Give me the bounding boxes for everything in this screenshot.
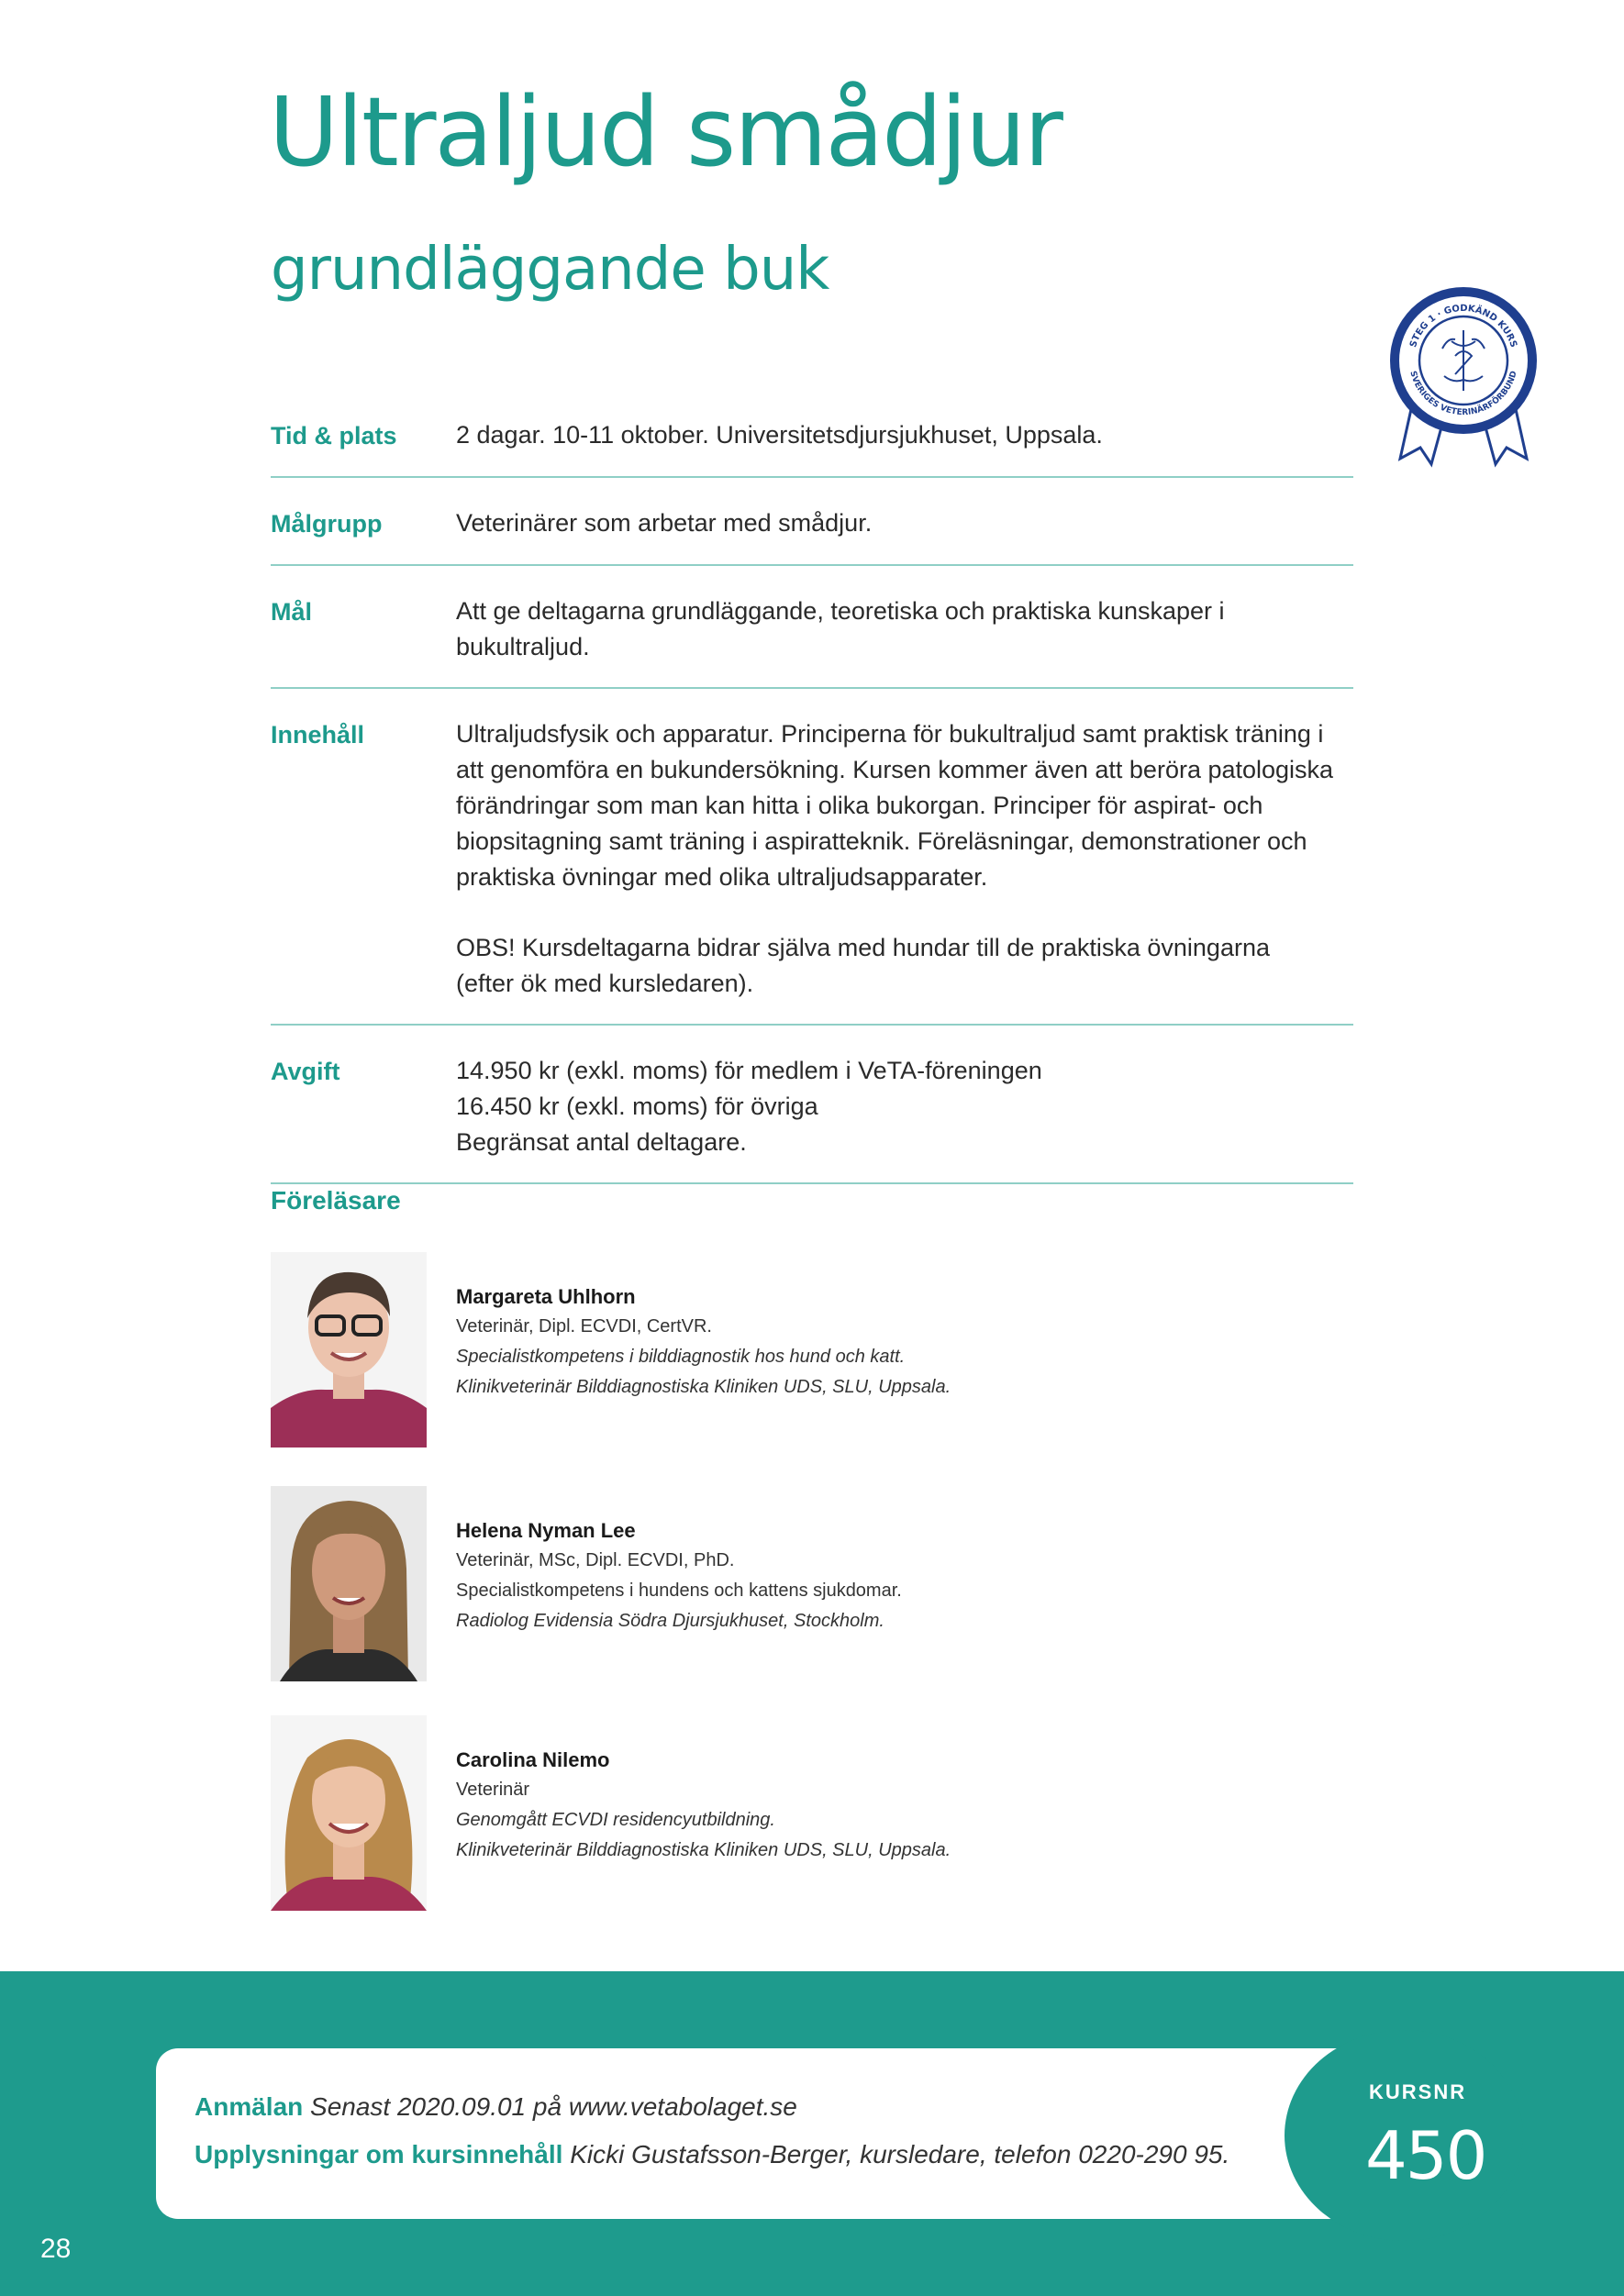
- course-info: [271, 417, 1353, 1212]
- lecturer-details: [456, 1282, 951, 1403]
- lecturer-photo: [271, 1252, 427, 1447]
- lecturer-photo: [271, 1486, 427, 1681]
- info-line: förändringar som man kan hitta i olika bukorgan. Principer för aspirat- och: [456, 792, 1263, 819]
- info-line: praktiska övningar med olika ultraljudsapparater.: [456, 863, 988, 891]
- info-paragraph: [456, 505, 1353, 541]
- contact-text: Kicki Gustafsson-Berger, kursledare, telefon 0220-290 95.: [570, 2140, 1230, 2168]
- seal-text-bottom: SVERIGES VETERINÄRFÖRBUND: [1407, 370, 1519, 418]
- info-line: Att ge deltagarna grundläggande, teoretiska och praktiska kunskaper i: [456, 597, 1225, 625]
- info-row: [271, 417, 1353, 478]
- info-row-value: [456, 417, 1353, 454]
- info-row: [271, 1053, 1353, 1184]
- lecturer-name: Helena Nyman Lee: [456, 1519, 636, 1542]
- info-row-label: Målgrupp: [271, 510, 383, 538]
- info-row: [271, 593, 1353, 689]
- info-line: Begränsat antal deltagare.: [456, 1128, 747, 1156]
- info-row: [271, 716, 1353, 1026]
- lecturer-line: Klinikveterinär Bilddiagnostiska Kliniken UDS, SLU, Uppsala.: [456, 1840, 951, 1860]
- info-paragraph: [456, 417, 1353, 453]
- info-line: Ultraljudsfysik och apparatur. Principerna för bukultraljud samt praktisk träning i: [456, 720, 1324, 748]
- info-paragraph: [456, 930, 1353, 1002]
- course-number-label: KURSNR: [1369, 2080, 1467, 2103]
- lecturer-details: [456, 1516, 902, 1636]
- lecturer-line: Radiolog Evidensia Södra Djursjukhuset, Stockholm.: [456, 1611, 884, 1631]
- info-row-value: [456, 593, 1353, 665]
- lecturers-heading: Föreläsare: [271, 1186, 401, 1215]
- lecturer-card: [271, 1252, 1372, 1449]
- info-line: 14.950 kr (exkl. moms) för medlem i VeTA-föreningen: [456, 1057, 1042, 1084]
- lecturer-name: Carolina Nilemo: [456, 1748, 610, 1771]
- info-row-label: Tid & plats: [271, 422, 397, 449]
- info-line: att genomföra en bukundersökning. Kursen kommer även att beröra patologiska: [456, 756, 1334, 783]
- lecturer-details: [456, 1746, 951, 1866]
- info-paragraph: [456, 716, 1353, 895]
- info-row-label: Innehåll: [271, 721, 365, 749]
- lecturer-line: Specialistkompetens i hundens och kattens sjukdomar.: [456, 1581, 902, 1601]
- lecturer-card: [271, 1715, 1372, 1913]
- registration-label: Anmälan: [195, 2092, 304, 2121]
- info-line: 2 dagar. 10-11 oktober. Universitetsdjursjukhuset, Uppsala.: [456, 421, 1103, 449]
- lecturer-name: Margareta Uhlhorn: [456, 1285, 636, 1308]
- info-row-value: [456, 1053, 1353, 1160]
- info-row-value: [456, 716, 1353, 1002]
- seal-text-top: STEG 1 · GODKÄND KURS: [1408, 303, 1518, 349]
- footer-card: [156, 2048, 1413, 2219]
- info-row: [271, 505, 1353, 566]
- lecturer-line: Klinikveterinär Bilddiagnostiska Kliniken UDS, SLU, Uppsala.: [456, 1377, 951, 1397]
- lecturer-photo: [271, 1715, 427, 1911]
- info-line: (efter ök med kursledaren).: [456, 970, 754, 997]
- contact-line: [195, 2140, 1229, 2169]
- lecturer-line: Veterinär, MSc, Dipl. ECVDI, PhD.: [456, 1550, 735, 1570]
- info-line: Veterinärer som arbetar med smådjur.: [456, 509, 873, 537]
- page-title: Ultraljud smådjur: [269, 76, 1062, 188]
- info-row-value: [456, 505, 1353, 542]
- page-subtitle: grundläggande buk: [271, 236, 829, 304]
- contact-label: Upplysningar om kursinnehåll: [195, 2140, 563, 2168]
- registration-line: [195, 2092, 797, 2122]
- page-number: 28: [40, 2234, 72, 2264]
- lecturer-line: Specialistkompetens i bilddiagnostik hos hund och katt.: [456, 1347, 906, 1367]
- info-paragraph: [456, 593, 1353, 665]
- course-number: 450: [1365, 2117, 1486, 2194]
- info-line: OBS! Kursdeltagarna bidrar själva med hundar till de praktiska övningarna: [456, 934, 1270, 961]
- info-line: 16.450 kr (exkl. moms) för övriga: [456, 1093, 818, 1120]
- approved-course-seal: [1387, 284, 1540, 468]
- info-row-label: Avgift: [271, 1058, 340, 1085]
- registration-text: Senast 2020.09.01 på www.vetabolaget.se: [310, 2092, 797, 2121]
- info-line: bukultraljud.: [456, 633, 590, 660]
- lecturer-line: Veterinär, Dipl. ECVDI, CertVR.: [456, 1316, 712, 1337]
- info-line: biopsitagning samt träning i aspiratteknik. Föreläsningar, demonstrationer och: [456, 827, 1307, 855]
- lecturer-card: [271, 1486, 1372, 1683]
- info-row-label: Mål: [271, 598, 313, 626]
- lecturer-line: Genomgått ECVDI residencyutbildning.: [456, 1810, 775, 1830]
- lecturer-line: Veterinär: [456, 1780, 530, 1800]
- info-paragraph: [456, 1053, 1353, 1160]
